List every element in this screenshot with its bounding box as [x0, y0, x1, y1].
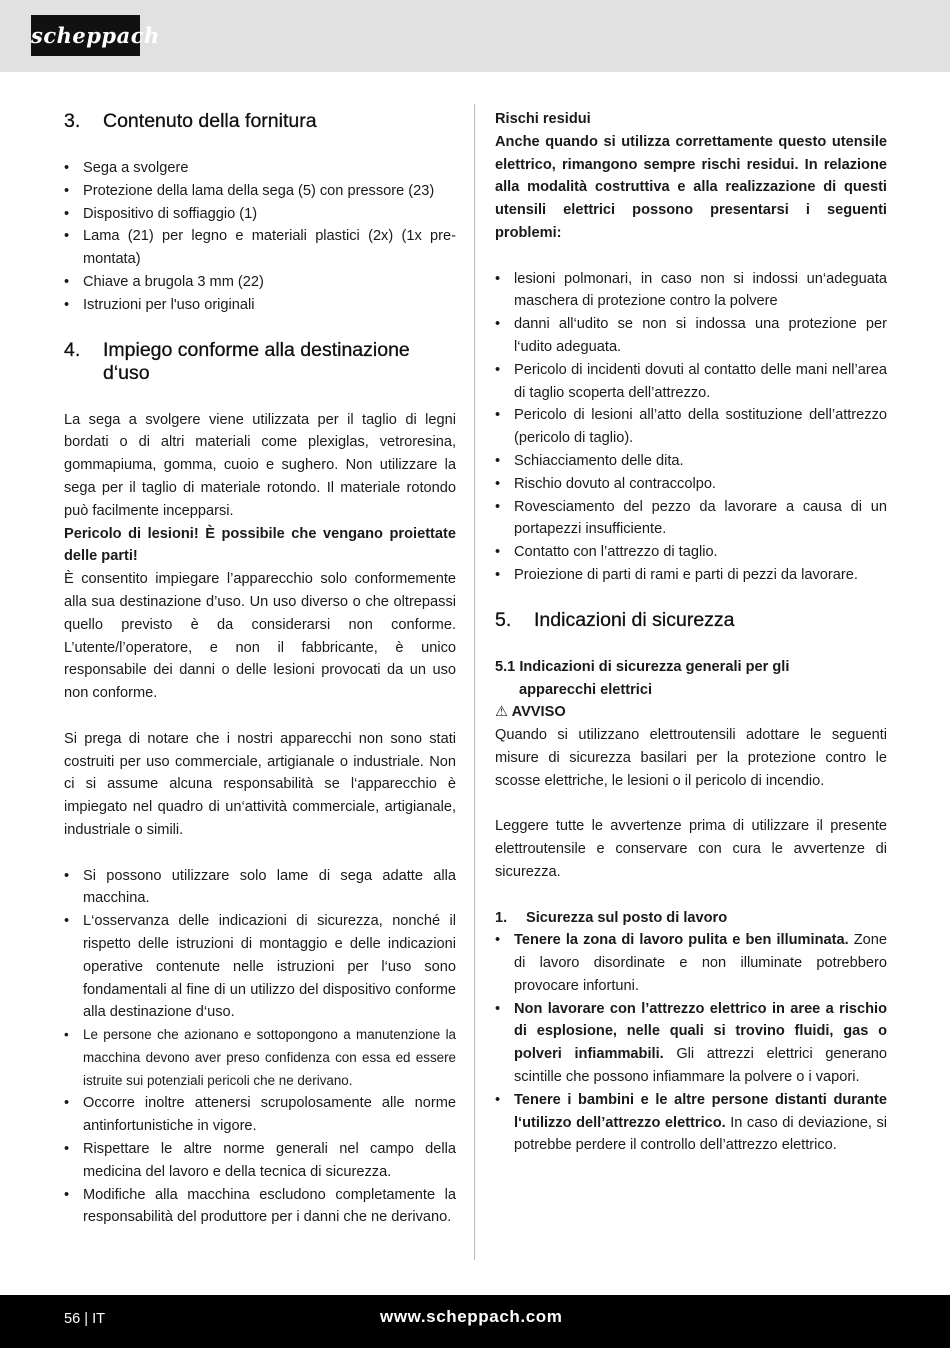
footer-bar: [0, 1295, 950, 1348]
right-column: [495, 108, 887, 1157]
section-title: Contenuto della fornitura: [103, 110, 317, 132]
list-item: • Rischio dovuto al contraccolpo.: [495, 473, 887, 496]
list-item: [495, 998, 887, 1089]
item-bold: Tenere la zona di lavoro pulita e ben illuminata.: [514, 932, 849, 949]
paragraph: Leggere tutte le avvertenze prima di utilizzare il presente elettroutensile e conservare con cura le avvertenze di sicurezza.: [495, 818, 887, 880]
list-item: • L‘osservanza delle indicazioni di sicurezza, nonché il rispetto delle istruzioni di montaggio e delle indicazioni operative contenute nelle istruzioni per l‘uso sono fondamentali al fine di un utilizzo del dispositivo conforme alla destinazione d‘uso.: [64, 910, 456, 1024]
left-column: [64, 108, 456, 1229]
brand-logo: scheppach: [31, 15, 140, 56]
list-item: • Rispettare le altre norme generali nel campo della medicina del lavoro e della tecnica di sicurezza.: [64, 1138, 456, 1184]
intended-use-list: [64, 865, 456, 1230]
list-item: • Sega a svolgere: [64, 157, 456, 180]
list-item: • Contatto con l’attrezzo di taglio.: [495, 541, 887, 564]
warning-triangle-icon: ⚠: [495, 704, 509, 721]
list-item: • Pericolo di lesioni all’atto della sostituzione dell’attrezzo (pericolo di taglio).: [495, 404, 887, 450]
item-text: In caso di deviazione, si potrebbe perdere il controllo dell’attrezzo elettrico.: [514, 1114, 887, 1154]
delivery-contents-list: [64, 157, 456, 317]
workplace-safety-list: [495, 929, 887, 1157]
subsection-5-1-title-cont: apparecchi elettrici: [519, 681, 653, 698]
section-5-heading: [495, 609, 887, 632]
section-number: 3.: [64, 110, 81, 132]
list-item: • Proiezione di parti di rami e parti di pezzi da lavorare.: [495, 564, 887, 587]
page-number: 56 | IT: [64, 1311, 106, 1327]
residual-risks-title: Rischi residui: [495, 111, 591, 127]
subsection-5-1-title: 5.1 Indicazioni di sicurezza generali per gli: [495, 658, 790, 675]
list-item: [495, 929, 887, 997]
section-4-heading: [64, 339, 456, 385]
item-text: Zone di lavoro disordinate e non illuminate potrebbero provocare infortuni.: [514, 932, 887, 994]
list-item: [495, 1089, 887, 1157]
warning-heading: [495, 701, 887, 724]
column-divider: [474, 104, 475, 1260]
subsection-1-heading: [495, 907, 887, 930]
warning-label: AVVISO: [511, 704, 566, 721]
list-item: • Si possono utilizzare solo lame di sega adatte alla macchina.: [64, 865, 456, 911]
subsection-number: 1.: [495, 909, 508, 926]
list-item: • Schiacciamento delle dita.: [495, 450, 887, 473]
section-title: Indicazioni di sicurezza: [534, 608, 735, 631]
list-item: • Pericolo di incidenti dovuti al contatto delle mani nell’area di taglio scoperta dell’attrezzo.: [495, 359, 887, 405]
list-item: • Le persone che azionano e sottopongono a manutenzione la macchina devono aver preso confidenza con essa ed essere istruite sui potenziali pericoli che ne derivano.: [64, 1024, 456, 1092]
list-item: • Dispositivo di soffiaggio (1): [64, 203, 456, 226]
list-item: • Rovesciamento del pezzo da lavorare a causa di un portapezzi insufficiente.: [495, 496, 887, 542]
section-3-heading: [64, 110, 456, 133]
paragraph: Quando si utilizzano elettroutensili adottare le seguenti misure di sicurezza basilari per la protezione contro le scosse elettriche, le lesioni o il pericolo di incendio.: [495, 727, 887, 789]
item-text: Gli attrezzi elettrici generano scintille che possono infiammare la polvere o i vapori.: [514, 1046, 887, 1086]
item-bold: Non lavorare con l’attrezzo elettrico in aree a rischio di esplosione, nelle quali si trovino fluidi, gas o polveri infiammabili.: [514, 1000, 887, 1063]
list-item: • Chiave a brugola 3 mm (22): [64, 271, 456, 294]
list-item: • Lama (21) per legno e materiali plastici (2x) (1x pre-montata): [64, 225, 456, 271]
website-url[interactable]: www.scheppach.com: [380, 1307, 563, 1326]
list-item: • Protezione della lama della sega (5) con pressore (23): [64, 180, 456, 203]
list-item: • Modifiche alla macchina escludono completamente la responsabilità del produttore per i danni che ne derivano.: [64, 1184, 456, 1230]
list-item: • lesioni polmonari, in caso non si indossi un‘adeguata maschera di protezione contro la polvere: [495, 268, 887, 314]
list-item: • danni all‘udito se non si indossa una protezione per l‘udito adeguata.: [495, 313, 887, 359]
section-number: 4.: [64, 338, 81, 361]
residual-risks-list: [495, 268, 887, 587]
section-number: 5.: [495, 608, 512, 631]
paragraph: Si prega di notare che i nostri apparecchi non sono stati costruiti per uso commerciale, artigianale o industriale. Non ci si assume alcuna responsabilità se l‘apparecchio è impiegato nel quadro di un‘attività commerciale, artigianale, industriale o simili.: [64, 730, 456, 838]
residual-risks-intro: Anche quando si utilizza correttamente questo utensile elettrico, rimangono sempre rischi residui. In relazione alla modalità costruttiva e alla realizzazione di questi utensili elettrici possono presentarsi i seguenti problemi:: [495, 133, 887, 241]
item-bold: Tenere i bambini e le altre persone distanti durante l‘utilizzo dell’attrezzo elettrico.: [514, 1091, 887, 1131]
header-bar: [0, 0, 950, 72]
warning-text: Pericolo di lesioni! È possibile che vengano proiettate delle parti!: [64, 525, 456, 565]
paragraph: È consentito impiegare l’apparecchio solo conformemente alla sua destinazione d’uso. Un uso diverso o che oltrepassi quello previsto è da considerarsi non conforme. L’utente/l’operatore, e non il fabbricante, è unico responsabile dei danni o delle lesioni provocati da un uso non conforme.: [64, 571, 456, 702]
subsection-title: Sicurezza sul posto di lavoro: [526, 909, 728, 926]
list-item: • Istruzioni per l'uso originali: [64, 294, 456, 317]
section-title: Impiego conforme alla destinazione d‘uso: [103, 338, 410, 384]
list-item: • Occorre inoltre attenersi scrupolosamente alle norme antinfortunistiche in vigore.: [64, 1092, 456, 1138]
paragraph: La sega a svolgere viene utilizzata per il taglio di legni bordati o di altri materiali come plexiglas, vetroresina, gommapiuma, gomma, cuoio e sughero. Non utilizzare la sega per il taglio di materiale rotondo. Il materiale rotondo può facilmente incepparsi.: [64, 411, 456, 519]
